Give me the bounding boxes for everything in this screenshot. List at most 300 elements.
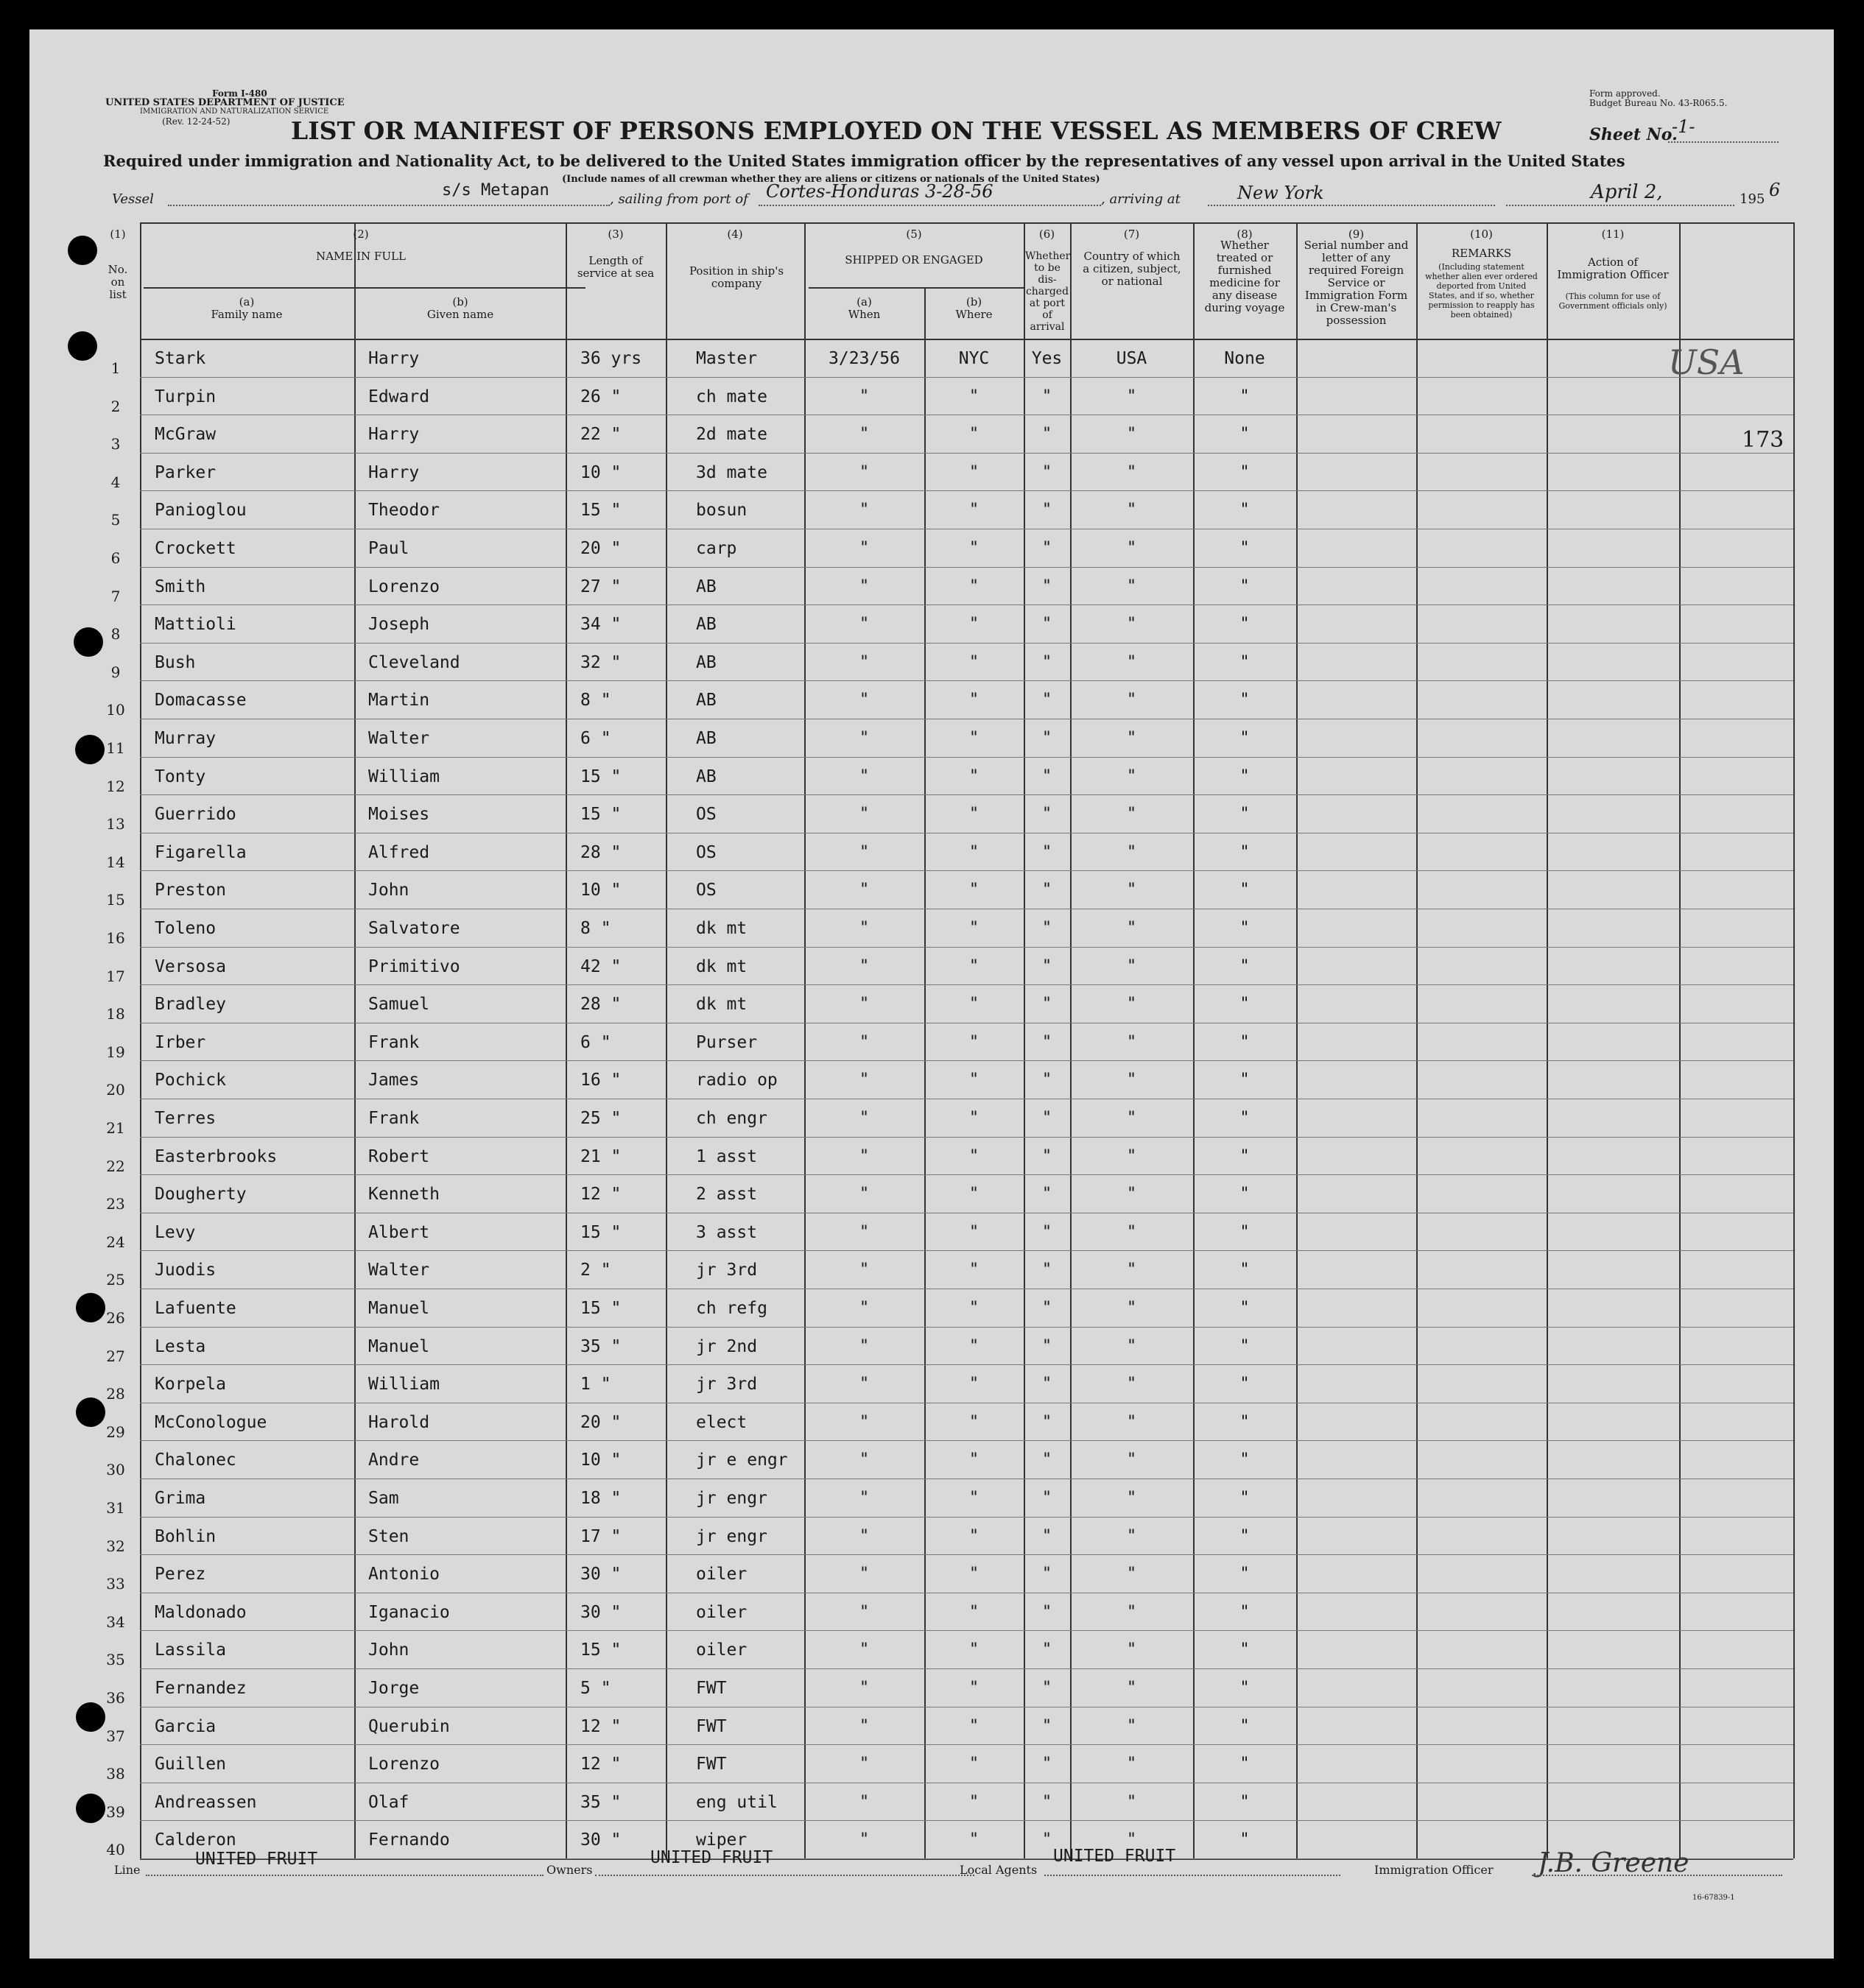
family-name: Korpela <box>155 1375 226 1395</box>
service-length: 25 " <box>580 1109 622 1128</box>
service-length: 42 " <box>580 956 622 976</box>
service-length: 6 " <box>580 1032 611 1052</box>
binder-hole <box>76 1293 105 1322</box>
row-number: 27 <box>106 1347 125 1365</box>
given-name: Moises <box>368 805 430 825</box>
discharged: Yes <box>1031 349 1063 368</box>
col7-header: Country of which a citizen, subject, or national <box>1083 250 1181 288</box>
service-length: 12 " <box>580 1185 622 1205</box>
service-length: 28 " <box>580 995 622 1015</box>
ditto-where: " <box>968 1071 980 1090</box>
family-name: Turpin <box>155 387 217 406</box>
ditto-country: " <box>1126 1489 1137 1507</box>
family-name: Mattioli <box>155 615 236 635</box>
row-divider <box>140 1744 1793 1745</box>
position: AB <box>696 729 717 748</box>
col5a-header: (a) When <box>848 295 881 321</box>
given-name: Andre <box>368 1451 420 1470</box>
ditto-medicine: " <box>1239 1412 1250 1431</box>
ditto-medicine: " <box>1239 1716 1250 1735</box>
given-name: Primitivo <box>368 956 460 976</box>
ditto-country: " <box>1126 1755 1137 1774</box>
family-name: Terres <box>155 1109 217 1128</box>
col10-num: (10) <box>1470 228 1493 241</box>
ditto-discharged: " <box>1041 652 1052 672</box>
ditto-country: " <box>1126 1830 1137 1850</box>
ditto-country: " <box>1126 805 1137 824</box>
ditto-country: " <box>1126 1222 1137 1241</box>
ditto-where: " <box>968 1261 980 1280</box>
service-length: 15 " <box>580 1299 622 1318</box>
ditto-discharged: " <box>1041 615 1052 634</box>
position: Purser <box>696 1032 758 1052</box>
col2a-header: (a) Family name <box>211 295 283 321</box>
given-name: Harold <box>368 1412 430 1432</box>
ditto-medicine: " <box>1239 387 1250 406</box>
row-divider <box>140 1478 1793 1479</box>
family-name: Guillen <box>155 1755 226 1774</box>
ditto-country: " <box>1126 842 1137 861</box>
family-name: Lesta <box>155 1336 206 1356</box>
binder-hole <box>75 735 105 764</box>
ditto-country: " <box>1126 881 1137 900</box>
ditto-discharged: " <box>1041 1755 1052 1774</box>
ditto-when: " <box>859 1032 870 1051</box>
form-number: Form I-480 <box>212 88 267 99</box>
service-length: 18 " <box>580 1489 622 1508</box>
row-number: 36 <box>106 1689 125 1707</box>
service-length: 32 " <box>580 652 622 672</box>
row-divider <box>140 1060 1793 1061</box>
col8-num: (8) <box>1237 228 1253 241</box>
ditto-country: " <box>1126 1716 1137 1735</box>
ditto-country: " <box>1126 956 1137 976</box>
given-name: Joseph <box>368 615 430 635</box>
position: AB <box>696 577 717 596</box>
col4-header: Position in ship's company <box>689 264 784 290</box>
row-divider <box>140 1327 1793 1328</box>
col1-header: No. on list <box>108 263 128 301</box>
ditto-discharged: " <box>1041 805 1052 824</box>
given-name: Martin <box>368 691 430 711</box>
row-number: 14 <box>106 853 125 871</box>
ditto-medicine: " <box>1239 1146 1250 1166</box>
given-name: Theodor <box>368 501 440 521</box>
ditto-country: " <box>1126 425 1137 444</box>
ditto-discharged: " <box>1041 577 1052 596</box>
ditto-country: " <box>1126 766 1137 786</box>
position: oiler <box>696 1565 748 1585</box>
family-name: Dougherty <box>155 1185 247 1205</box>
ditto-discharged: " <box>1041 1830 1052 1850</box>
ditto-country: " <box>1126 1336 1137 1356</box>
given-name: William <box>368 1375 440 1395</box>
ditto-where: " <box>968 1412 980 1431</box>
ditto-country: " <box>1126 691 1137 710</box>
service-length: 15 " <box>580 805 622 825</box>
ditto-where: " <box>968 1109 980 1127</box>
ditto-when: " <box>859 1299 870 1317</box>
arriving-label: , arriving at <box>1101 191 1181 207</box>
ditto-country: " <box>1126 577 1137 596</box>
ditto-when: " <box>859 842 870 861</box>
ditto-country: " <box>1126 1602 1137 1621</box>
ditto-discharged: " <box>1041 1679 1052 1697</box>
position: dk mt <box>696 995 748 1015</box>
revision: (Rev. 12-24-52) <box>162 116 231 127</box>
page-title: LIST OR MANIFEST OF PERSONS EMPLOYED ON THE VESSEL AS MEMBERS OF CREW <box>291 116 1502 145</box>
form-approved: Form approved. <box>1589 88 1661 99</box>
given-name: Robert <box>368 1146 430 1166</box>
row-number: 34 <box>106 1612 125 1631</box>
service-length: 35 " <box>580 1336 622 1356</box>
ditto-discharged: " <box>1041 766 1052 786</box>
row-divider <box>140 377 1793 378</box>
ditto-where: " <box>968 462 980 482</box>
row-number: 31 <box>106 1499 125 1517</box>
row-number: 10 <box>106 701 125 719</box>
ditto-medicine: " <box>1239 766 1250 786</box>
given-name: Olaf <box>368 1792 409 1812</box>
ditto-when: " <box>859 501 870 520</box>
ditto-discharged: " <box>1041 539 1052 557</box>
position: ch mate <box>696 387 767 406</box>
row-divider <box>140 680 1793 681</box>
ditto-where: " <box>968 652 980 672</box>
ditto-country: " <box>1126 1071 1137 1090</box>
ditto-when: " <box>859 1109 870 1127</box>
ditto-country: " <box>1126 539 1137 557</box>
ditto-medicine: " <box>1239 1261 1250 1280</box>
ditto-medicine: " <box>1239 729 1250 747</box>
service-length: 22 " <box>580 425 622 445</box>
ditto-country: " <box>1126 1412 1137 1431</box>
ditto-discharged: " <box>1041 1526 1052 1545</box>
officer-number: 173 <box>1742 427 1784 453</box>
binder-hole <box>68 331 97 361</box>
owners-value: UNITED FRUIT <box>650 1848 773 1867</box>
binder-hole <box>76 1794 105 1823</box>
service-length: 20 " <box>580 539 622 558</box>
ditto-medicine: " <box>1239 1640 1250 1660</box>
ditto-discharged: " <box>1041 1565 1052 1584</box>
row-number: 29 <box>106 1423 125 1441</box>
given-name: John <box>368 1640 409 1660</box>
col5-num: (5) <box>906 228 922 241</box>
ditto-medicine: " <box>1239 956 1250 976</box>
row-number: 19 <box>106 1043 125 1061</box>
service-length: 10 " <box>580 881 622 900</box>
row-number: 11 <box>106 739 125 757</box>
ditto-when: " <box>859 615 870 634</box>
ditto-medicine: " <box>1239 1375 1250 1394</box>
ditto-where: " <box>968 995 980 1014</box>
line-label: Line <box>114 1863 141 1877</box>
ditto-country: " <box>1126 1792 1137 1811</box>
service-length: 35 " <box>580 1792 622 1812</box>
service-length: 34 " <box>580 615 622 635</box>
ditto-when: " <box>859 729 870 747</box>
medicine: None <box>1224 349 1265 368</box>
family-name: Guerrido <box>155 805 236 825</box>
position: radio op <box>696 1071 778 1090</box>
family-name: Easterbrooks <box>155 1146 278 1166</box>
service-length: 30 " <box>580 1602 622 1622</box>
ditto-when: " <box>859 1602 870 1621</box>
ditto-medicine: " <box>1239 615 1250 634</box>
row-number: 20 <box>106 1081 125 1099</box>
given-name: Harry <box>368 349 420 368</box>
ditto-country: " <box>1126 1679 1137 1697</box>
binder-hole <box>68 236 97 265</box>
ditto-when: " <box>859 1755 870 1774</box>
col7-num: (7) <box>1123 228 1140 241</box>
shipped-where: NYC <box>958 349 990 368</box>
row-divider <box>140 1364 1793 1365</box>
given-name: Paul <box>368 539 409 558</box>
ditto-medicine: " <box>1239 1032 1250 1051</box>
row-divider <box>140 1137 1793 1138</box>
family-name: Domacasse <box>155 691 247 711</box>
family-name: Lafuente <box>155 1299 236 1318</box>
row-number: 40 <box>106 1841 125 1859</box>
ditto-where: " <box>968 919 980 937</box>
family-name: Maldonado <box>155 1602 247 1622</box>
ditto-discharged: " <box>1041 1109 1052 1127</box>
ditto-medicine: " <box>1239 501 1250 520</box>
officer-initials: USA <box>1668 342 1745 382</box>
position: FWT <box>696 1679 727 1698</box>
ditto-medicine: " <box>1239 995 1250 1014</box>
ditto-when: " <box>859 1679 870 1697</box>
family-name: Stark <box>155 349 206 368</box>
row-number: 30 <box>106 1461 125 1479</box>
ditto-discharged: " <box>1041 501 1052 520</box>
row-number: 22 <box>106 1157 125 1175</box>
position: jr 3rd <box>696 1375 758 1395</box>
service-length: 15 " <box>580 766 622 786</box>
ditto-where: " <box>968 1716 980 1735</box>
given-name: Edward <box>368 387 430 406</box>
requirement-text: Required under immigration and Nationality Act, to be delivered to the United States immigration officer by the representatives of any vessel upon arrival in the United States <box>103 152 1625 170</box>
given-name: Sten <box>368 1526 409 1546</box>
ditto-medicine: " <box>1239 1602 1250 1621</box>
ditto-where: " <box>968 1565 980 1584</box>
ditto-discharged: " <box>1041 1071 1052 1090</box>
ditto-discharged: " <box>1041 1716 1052 1735</box>
year-prefix: 195 <box>1740 191 1765 207</box>
position: jr engr <box>696 1526 767 1546</box>
family-name: Bohlin <box>155 1526 217 1546</box>
ditto-country: " <box>1126 919 1137 937</box>
ditto-medicine: " <box>1239 539 1250 557</box>
family-name: Perez <box>155 1565 206 1585</box>
ditto-where: " <box>968 387 980 406</box>
ditto-when: " <box>859 577 870 596</box>
family-name: Pochick <box>155 1071 226 1090</box>
ditto-medicine: " <box>1239 805 1250 824</box>
family-name: Grima <box>155 1489 206 1508</box>
ditto-where: " <box>968 1375 980 1394</box>
ditto-when: " <box>859 1526 870 1545</box>
given-name: Querubin <box>368 1716 450 1736</box>
ditto-where: " <box>968 539 980 557</box>
col6-header: Whether to be dis-charged at port of arrival <box>1025 250 1071 333</box>
position: Master <box>696 349 758 368</box>
col3-num: (3) <box>608 228 624 241</box>
family-name: Lassila <box>155 1640 226 1660</box>
service: IMMIGRATION AND NATURALIZATION SERVICE <box>140 107 329 116</box>
ditto-when: " <box>859 995 870 1014</box>
col2-header: NAME IN FULL <box>316 250 406 263</box>
ditto-medicine: " <box>1239 1755 1250 1774</box>
include-note: (Include names of all crewman whether they are aliens or citizens or nationals of the United States) <box>562 174 1100 185</box>
sailing-port: Cortes-Honduras 3-28-56 <box>766 181 993 202</box>
ditto-medicine: " <box>1239 1565 1250 1584</box>
ditto-country: " <box>1126 1375 1137 1394</box>
line-value: UNITED FRUIT <box>195 1850 318 1869</box>
service-length: 15 " <box>580 1640 622 1660</box>
ditto-when: " <box>859 1565 870 1584</box>
ditto-medicine: " <box>1239 1185 1250 1204</box>
service-length: 21 " <box>580 1146 622 1166</box>
given-name: Salvatore <box>368 919 460 938</box>
year-digit: 6 <box>1769 180 1781 200</box>
ditto-when: " <box>859 881 870 900</box>
ditto-discharged: " <box>1041 462 1052 482</box>
row-number: 24 <box>106 1233 125 1251</box>
ditto-where: " <box>968 1792 980 1811</box>
binder-hole <box>76 1702 105 1732</box>
ditto-where: " <box>968 1755 980 1774</box>
col11-sub: (This column for use of Government officials only) <box>1558 292 1667 311</box>
family-name: Parker <box>155 462 217 482</box>
department: UNITED STATES DEPARTMENT OF JUSTICE <box>105 97 345 108</box>
ditto-country: " <box>1126 1261 1137 1280</box>
ditto-medicine: " <box>1239 425 1250 444</box>
ditto-country: " <box>1126 1640 1137 1660</box>
row-divider <box>140 490 1793 491</box>
position: jr engr <box>696 1489 767 1508</box>
row-number: 3 <box>110 435 121 454</box>
ditto-where: " <box>968 1032 980 1051</box>
given-name: Lorenzo <box>368 577 440 596</box>
ditto-country: " <box>1126 729 1137 747</box>
ditto-discharged: " <box>1041 425 1052 444</box>
ditto-where: " <box>968 1489 980 1507</box>
ditto-medicine: " <box>1239 1451 1250 1470</box>
service-length: 28 " <box>580 842 622 862</box>
ditto-discharged: " <box>1041 1299 1052 1317</box>
ditto-country: " <box>1126 1109 1137 1127</box>
ditto-medicine: " <box>1239 1489 1250 1507</box>
position: 3 asst <box>696 1222 758 1242</box>
ditto-when: " <box>859 956 870 976</box>
row-number: 32 <box>106 1537 125 1555</box>
ditto-when: " <box>859 539 870 557</box>
row-divider <box>140 1250 1793 1251</box>
ditto-medicine: " <box>1239 462 1250 482</box>
ditto-where: " <box>968 805 980 824</box>
row-number: 4 <box>110 473 121 491</box>
row-divider <box>140 984 1793 985</box>
row-divider <box>140 1440 1793 1441</box>
position: oiler <box>696 1602 748 1622</box>
col5-header: SHIPPED OR ENGAGED <box>845 253 983 267</box>
given-name: Sam <box>368 1489 399 1508</box>
ditto-when: " <box>859 1375 870 1394</box>
position: AB <box>696 615 717 635</box>
position: elect <box>696 1412 748 1432</box>
position: OS <box>696 842 717 862</box>
family-name: Panioglou <box>155 501 247 521</box>
row-number: 39 <box>106 1802 125 1821</box>
ditto-when: " <box>859 1716 870 1735</box>
family-name: Smith <box>155 577 206 596</box>
row-number: 2 <box>110 397 121 415</box>
ditto-when: " <box>859 766 870 786</box>
col10-sub: (Including statement whether alien ever ordered deported from United States, and if so, whether permission to reapply has been obtained) <box>1425 262 1538 320</box>
given-name: Kenneth <box>368 1185 440 1205</box>
position: FWT <box>696 1755 727 1774</box>
ditto-where: " <box>968 1451 980 1470</box>
ditto-when: " <box>859 919 870 937</box>
family-name: Irber <box>155 1032 206 1052</box>
service-length: 12 " <box>580 1755 622 1774</box>
position: OS <box>696 805 717 825</box>
service-length: 30 " <box>580 1565 622 1585</box>
ditto-medicine: " <box>1239 652 1250 672</box>
family-name: Preston <box>155 881 226 900</box>
col5b-header: (b) Where <box>955 295 993 321</box>
ditto-discharged: " <box>1041 1185 1052 1204</box>
officer-signature: J.B. Greene <box>1538 1848 1689 1878</box>
row-number: 15 <box>106 891 125 909</box>
family-name: Fernandez <box>155 1679 247 1698</box>
row-number: 21 <box>106 1119 125 1137</box>
ditto-discharged: " <box>1041 995 1052 1014</box>
ditto-country: " <box>1126 387 1137 406</box>
ditto-when: " <box>859 425 870 444</box>
service-length: 26 " <box>580 387 622 406</box>
row-number: 12 <box>106 777 125 795</box>
manifest-page <box>29 29 1834 1959</box>
ditto-when: " <box>859 1336 870 1356</box>
family-name: Murray <box>155 729 217 748</box>
service-length: 8 " <box>580 919 611 938</box>
position: 3d mate <box>696 462 767 482</box>
family-name: Garcia <box>155 1716 217 1736</box>
ditto-country: " <box>1126 1451 1137 1470</box>
service-length: 17 " <box>580 1526 622 1546</box>
given-name: Lorenzo <box>368 1755 440 1774</box>
position: FWT <box>696 1716 727 1736</box>
ditto-discharged: " <box>1041 1412 1052 1431</box>
ditto-discharged: " <box>1041 1032 1052 1051</box>
position: 1 asst <box>696 1146 758 1166</box>
ditto-when: " <box>859 1489 870 1507</box>
ditto-discharged: " <box>1041 1602 1052 1621</box>
given-name: Jorge <box>368 1679 420 1698</box>
ditto-discharged: " <box>1041 1261 1052 1280</box>
row-divider <box>140 757 1793 758</box>
family-name: Bradley <box>155 995 226 1015</box>
ditto-when: " <box>859 1830 870 1850</box>
given-name: Walter <box>368 729 430 748</box>
ditto-country: " <box>1126 1526 1137 1545</box>
row-number: 9 <box>110 663 121 681</box>
given-name: Fernando <box>368 1830 450 1850</box>
